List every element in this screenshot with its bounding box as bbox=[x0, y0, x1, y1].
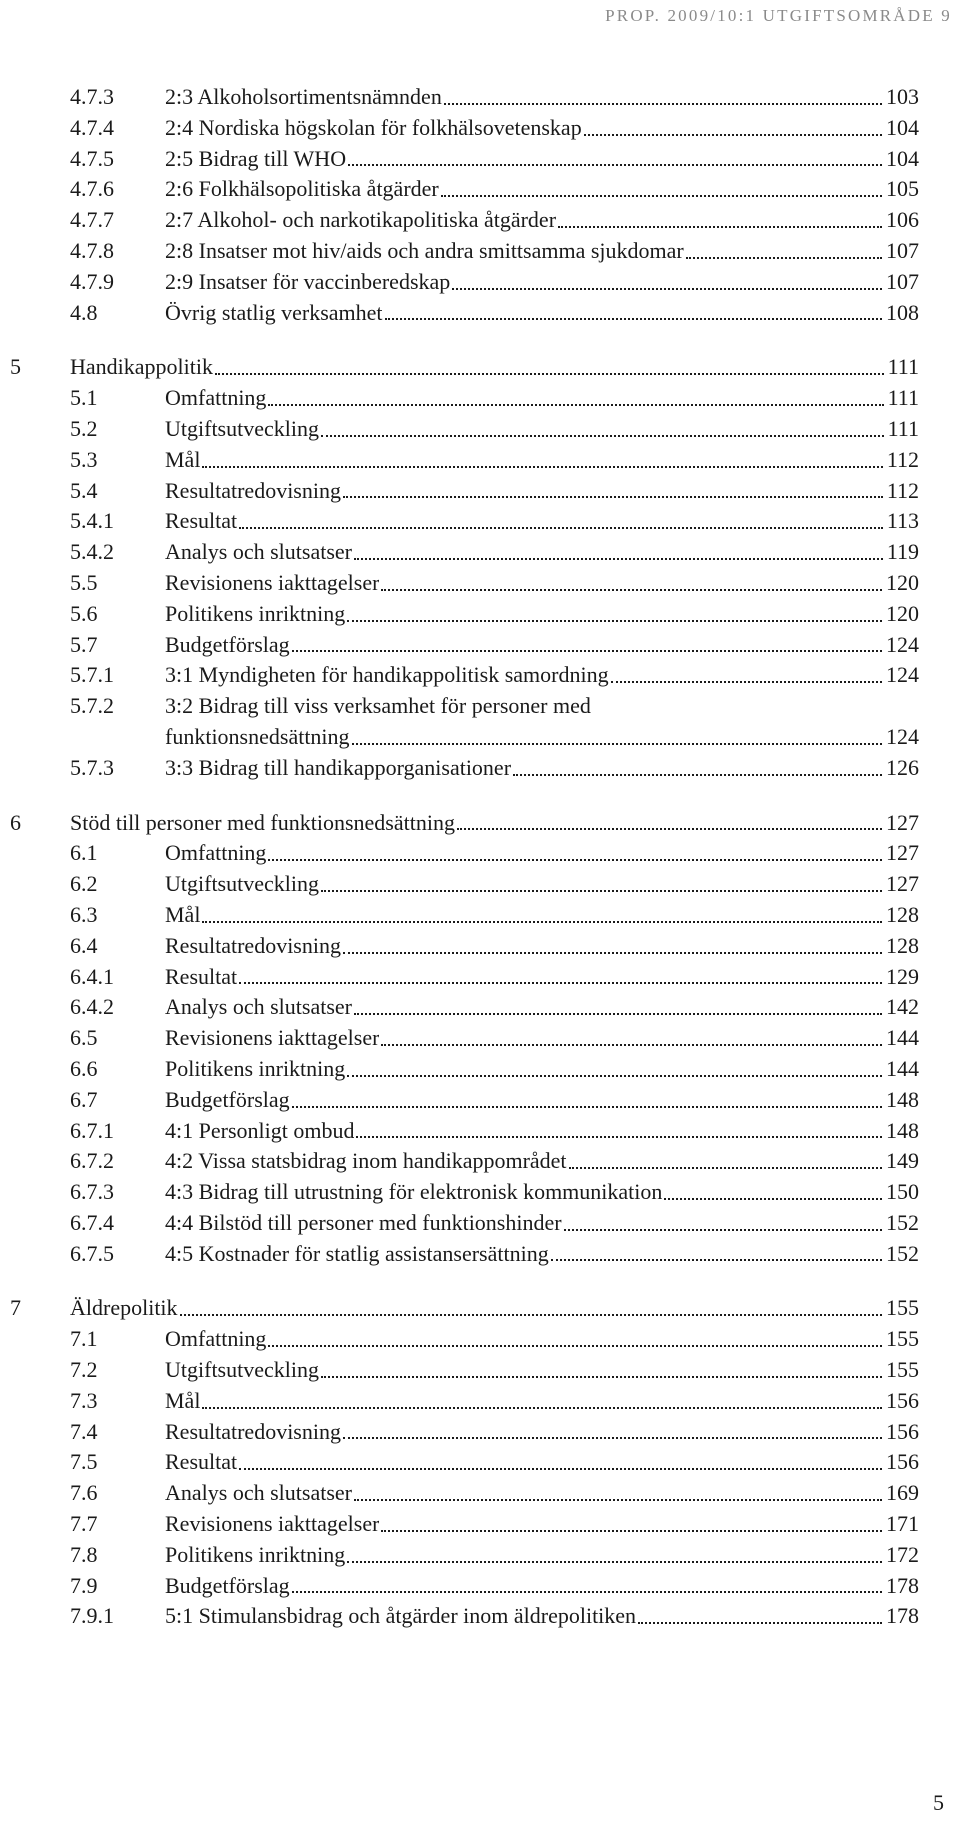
toc-entry-page: 124 bbox=[886, 662, 919, 688]
dot-leader bbox=[292, 1106, 882, 1108]
toc-entry-number: 5.1 bbox=[70, 385, 98, 411]
dot-leader bbox=[202, 466, 882, 468]
toc-entry-title: Äldrepolitik bbox=[70, 1295, 178, 1321]
toc-entry-page: 129 bbox=[886, 963, 919, 989]
toc-entry[interactable] bbox=[10, 1355, 919, 1386]
toc-entry-page: 107 bbox=[886, 268, 919, 294]
toc-entry-number: 6.7.2 bbox=[70, 1148, 114, 1174]
toc-entry-page: 128 bbox=[886, 932, 919, 958]
toc-entry-number: 7.7 bbox=[70, 1511, 98, 1537]
dot-leader bbox=[558, 226, 882, 228]
dot-leader bbox=[348, 164, 882, 166]
toc-entry-number: 7.3 bbox=[70, 1387, 98, 1413]
toc-entry-title: 2:7 Alkohol- och narkotikapolitiska åtgärder bbox=[165, 207, 557, 233]
toc-entry-title: 4:3 Bidrag till utrustning för elektronisk kommunikation bbox=[165, 1179, 663, 1205]
toc-entry-title: 2:8 Insatser mot hiv/aids och andra smittsamma sjukdomar bbox=[165, 237, 684, 263]
dot-leader bbox=[292, 1591, 882, 1593]
toc-entry[interactable] bbox=[10, 660, 919, 691]
toc-entry-page: 155 bbox=[886, 1357, 919, 1383]
toc-entry-title: Budgetförslag bbox=[165, 1572, 290, 1598]
toc-entry-title: Mål bbox=[165, 446, 201, 472]
toc-entry[interactable] bbox=[10, 1601, 919, 1632]
toc-entry-number: 6.7 bbox=[70, 1086, 98, 1112]
toc-entry[interactable] bbox=[10, 931, 919, 962]
dot-leader bbox=[664, 1198, 882, 1200]
toc-entry-number: 5.7.2 bbox=[70, 693, 114, 719]
dot-leader bbox=[268, 859, 882, 861]
toc-entry-title: Budgetförslag bbox=[165, 1086, 290, 1112]
toc-entry[interactable] bbox=[10, 1571, 919, 1602]
toc-entry-number: 5.3 bbox=[70, 446, 98, 472]
toc-entry-number: 4.7.6 bbox=[70, 176, 114, 202]
toc-entry[interactable] bbox=[10, 236, 919, 267]
toc-entry-number: 4.7.4 bbox=[70, 114, 114, 140]
toc-entry-number: 6 bbox=[10, 809, 21, 835]
toc-entry[interactable] bbox=[10, 1085, 919, 1116]
toc-entry-title: 5:1 Stimulansbidrag och åtgärder inom äldrepolitiken bbox=[165, 1603, 637, 1629]
toc-entry-number: 4.7.9 bbox=[70, 268, 114, 294]
dot-leader bbox=[215, 373, 884, 375]
toc-entry[interactable] bbox=[10, 82, 919, 113]
dot-leader bbox=[452, 288, 882, 290]
toc-entry-number: 4.7.3 bbox=[70, 84, 114, 109]
toc-entry-title: Övrig statlig verksamhet bbox=[165, 299, 383, 325]
toc-entry-title: Omfattning bbox=[165, 840, 267, 866]
toc-entry-title: Politikens inriktning bbox=[165, 1055, 346, 1081]
dot-leader bbox=[347, 1561, 882, 1563]
toc-entry-title: Politikens inriktning bbox=[165, 600, 346, 626]
toc-entry[interactable] bbox=[10, 568, 919, 599]
toc-entry[interactable] bbox=[10, 722, 919, 753]
toc-entry-page: 124 bbox=[886, 723, 919, 749]
toc-entry-title: 2:6 Folkhälsopolitiska åtgärder bbox=[165, 176, 439, 202]
toc-entry-title: Resultat bbox=[165, 508, 238, 534]
dot-leader bbox=[457, 828, 882, 830]
toc-entry[interactable] bbox=[10, 476, 919, 507]
toc-entry-page: 126 bbox=[886, 754, 919, 780]
toc-entry-number: 6.7.1 bbox=[70, 1117, 114, 1143]
toc-entry-page: 156 bbox=[886, 1449, 919, 1475]
running-header: PROP. 2009/10:1 UTGIFTSOMRÅDE 9 bbox=[605, 6, 952, 25]
toc-entry[interactable] bbox=[10, 992, 919, 1023]
toc-entry[interactable] bbox=[10, 900, 919, 931]
toc-entry-title: Revisionens iakttagelser bbox=[165, 1511, 380, 1537]
toc-entry-page: 111 bbox=[887, 415, 919, 441]
toc-entry-page: 150 bbox=[886, 1179, 919, 1205]
dot-leader bbox=[356, 1136, 882, 1138]
toc-entry[interactable] bbox=[10, 1324, 919, 1355]
toc-entry[interactable] bbox=[10, 352, 919, 383]
toc-entry-title: Handikappolitik bbox=[70, 354, 213, 380]
toc-entry[interactable] bbox=[10, 1509, 919, 1540]
toc-entry[interactable] bbox=[10, 537, 919, 568]
toc-entry-page: 178 bbox=[886, 1572, 919, 1598]
toc-entry-number: 5.2 bbox=[70, 415, 98, 441]
dot-leader bbox=[569, 1167, 882, 1169]
toc-entry-page: 120 bbox=[886, 600, 919, 626]
toc-entry-page: 155 bbox=[886, 1326, 919, 1352]
toc-entry-number: 6.4.2 bbox=[70, 994, 114, 1020]
toc-entry-number: 7.9 bbox=[70, 1572, 98, 1598]
toc-entry-page: 127 bbox=[886, 809, 919, 835]
toc-entry-number: 6.7.4 bbox=[70, 1209, 114, 1235]
toc-entry-number: 7.2 bbox=[70, 1357, 98, 1383]
dot-leader bbox=[385, 318, 882, 320]
toc-entry-number: 6.5 bbox=[70, 1025, 98, 1051]
toc-entry-title: Resultatredovisning bbox=[165, 932, 341, 958]
toc-entry[interactable] bbox=[10, 962, 919, 993]
toc-entry[interactable] bbox=[10, 753, 919, 784]
toc-entry-number: 5.4.1 bbox=[70, 508, 114, 534]
toc-entry-page: 152 bbox=[886, 1209, 919, 1235]
toc-entry-number: 7.4 bbox=[70, 1418, 98, 1444]
toc-entry-page: 107 bbox=[886, 237, 919, 263]
dot-leader bbox=[354, 1499, 882, 1501]
toc-entry-page: 149 bbox=[886, 1148, 919, 1174]
toc-entry[interactable] bbox=[10, 1023, 919, 1054]
toc-entry-title: Utgiftsutveckling bbox=[165, 1357, 319, 1383]
toc-entry-title: Resultatredovisning bbox=[165, 477, 341, 503]
toc-entry[interactable] bbox=[10, 838, 919, 869]
toc-entry[interactable] bbox=[10, 174, 919, 205]
toc-entry-title: 3:3 Bidrag till handikapporganisationer bbox=[165, 754, 512, 780]
dot-leader bbox=[584, 134, 882, 136]
dot-leader bbox=[638, 1622, 882, 1624]
toc-entry-title: Revisionens iakttagelser bbox=[165, 1025, 380, 1051]
dot-leader bbox=[347, 620, 882, 622]
dot-leader bbox=[347, 1075, 882, 1077]
dot-leader bbox=[202, 921, 882, 923]
toc-entry-number: 6.3 bbox=[70, 901, 98, 927]
toc-entry-page: 144 bbox=[886, 1025, 919, 1051]
dot-leader bbox=[343, 952, 882, 954]
toc-entry-title: 4:2 Vissa statsbidrag inom handikappområdet bbox=[165, 1148, 567, 1174]
toc-entry-title: 3:1 Myndigheten för handikappolitisk samordning bbox=[165, 662, 609, 688]
dot-leader bbox=[441, 195, 882, 197]
toc-entry-title: funktionsnedsättning bbox=[165, 723, 350, 749]
toc-entry-page: 111 bbox=[887, 385, 919, 411]
toc-entry[interactable] bbox=[10, 1239, 919, 1270]
dot-leader bbox=[354, 1013, 882, 1015]
toc-entry-page: 127 bbox=[886, 840, 919, 866]
toc-entry[interactable] bbox=[10, 691, 919, 722]
dot-leader bbox=[551, 1259, 882, 1261]
toc-entry[interactable] bbox=[10, 298, 919, 329]
toc-entry-number: 7 bbox=[10, 1295, 21, 1321]
dot-leader bbox=[381, 1044, 882, 1046]
toc-entry[interactable] bbox=[10, 1177, 919, 1208]
toc-entry[interactable] bbox=[10, 383, 919, 414]
dot-leader bbox=[381, 1530, 882, 1532]
toc-entry-page: 111 bbox=[887, 354, 919, 380]
toc-entry-title: Mål bbox=[165, 901, 201, 927]
toc-entry[interactable] bbox=[10, 1208, 919, 1239]
toc-entry-title: 2:5 Bidrag till WHO bbox=[165, 145, 347, 171]
toc-entry-number: 5.7.3 bbox=[70, 754, 114, 780]
toc-entry-title: Resultat bbox=[165, 1449, 238, 1475]
dot-leader bbox=[239, 982, 882, 984]
toc-entry-title: 3:2 Bidrag till viss verksamhet för personer med bbox=[165, 693, 591, 719]
toc-entry-title: 4:5 Kostnader för statlig assistansersättning bbox=[165, 1240, 549, 1266]
toc-entry-page: 105 bbox=[886, 176, 919, 202]
toc-entry-page: 106 bbox=[886, 207, 919, 233]
toc-entry-title: Revisionens iakttagelser bbox=[165, 569, 380, 595]
page-number: 5 bbox=[933, 1790, 944, 1815]
toc-entry-page: 113 bbox=[886, 508, 919, 534]
toc-entry-page: 104 bbox=[886, 145, 919, 171]
dot-leader bbox=[268, 1345, 882, 1347]
dot-leader bbox=[381, 589, 882, 591]
toc-entry[interactable] bbox=[10, 1386, 919, 1417]
toc-entry-page: 156 bbox=[886, 1418, 919, 1444]
toc-entry[interactable] bbox=[10, 144, 919, 175]
toc-entry-page: 152 bbox=[886, 1240, 919, 1266]
toc-entry[interactable] bbox=[10, 113, 919, 144]
dot-leader bbox=[444, 103, 882, 105]
toc-entry-number: 7.9.1 bbox=[70, 1603, 114, 1629]
toc-entry[interactable] bbox=[10, 808, 919, 839]
toc-entry-number: 7.1 bbox=[70, 1326, 98, 1352]
toc-entry-title: 4:1 Personligt ombud bbox=[165, 1117, 355, 1143]
dot-leader bbox=[268, 404, 883, 406]
dot-leader bbox=[611, 681, 882, 683]
toc-entry[interactable] bbox=[10, 1293, 919, 1324]
toc-entry-title: Utgiftsutveckling bbox=[165, 415, 319, 441]
dot-leader bbox=[686, 257, 882, 259]
toc-entry-page: 112 bbox=[886, 477, 919, 503]
toc-entry-number: 6.4 bbox=[70, 932, 98, 958]
section-spacer bbox=[10, 328, 919, 352]
toc-entry[interactable] bbox=[10, 205, 919, 236]
toc-entry-page: 103 bbox=[886, 84, 919, 109]
toc-entry-page: 127 bbox=[886, 871, 919, 897]
toc-entry-title: Utgiftsutveckling bbox=[165, 871, 319, 897]
toc-entry-title: Omfattning bbox=[165, 1326, 267, 1352]
toc-entry-number: 4.8 bbox=[70, 299, 98, 325]
toc-entry-number: 4.7.7 bbox=[70, 207, 114, 233]
toc-entry[interactable] bbox=[10, 1054, 919, 1085]
toc-entry-title: 2:9 Insatser för vaccinberedskap bbox=[165, 268, 451, 294]
toc-entry-number: 4.7.8 bbox=[70, 237, 114, 263]
table-of-contents bbox=[10, 82, 919, 1632]
dot-leader bbox=[513, 774, 882, 776]
toc-entry-number: 5.4 bbox=[70, 477, 98, 503]
dot-leader bbox=[239, 1468, 882, 1470]
toc-entry-title: 2:4 Nordiska högskolan för folkhälsovetenskap bbox=[165, 114, 582, 140]
toc-entry-page: 148 bbox=[886, 1086, 919, 1112]
dot-leader bbox=[321, 890, 882, 892]
toc-entry[interactable] bbox=[10, 599, 919, 630]
toc-entry-number: 6.4.1 bbox=[70, 963, 114, 989]
toc-entry[interactable] bbox=[10, 869, 919, 900]
toc-entry-number: 6.2 bbox=[70, 871, 98, 897]
toc-entry-number: 5.6 bbox=[70, 600, 98, 626]
toc-entry[interactable] bbox=[10, 1478, 919, 1509]
toc-entry-number: 7.6 bbox=[70, 1480, 98, 1506]
dot-leader bbox=[180, 1314, 882, 1316]
toc-entry-page: 148 bbox=[886, 1117, 919, 1143]
toc-entry-title: Omfattning bbox=[165, 385, 267, 411]
toc-entry-page: 171 bbox=[886, 1511, 919, 1537]
toc-entry-page: 108 bbox=[886, 299, 919, 325]
toc-entry-number: 6.7.5 bbox=[70, 1240, 114, 1266]
toc-entry[interactable] bbox=[10, 1146, 919, 1177]
toc-entry-number: 5.4.2 bbox=[70, 539, 114, 565]
toc-entry-number: 5.7 bbox=[70, 631, 98, 657]
toc-entry-number: 5.5 bbox=[70, 569, 98, 595]
toc-entry[interactable] bbox=[10, 1447, 919, 1478]
dot-leader bbox=[321, 1376, 882, 1378]
toc-entry-title: Analys och slutsatser bbox=[165, 994, 352, 1020]
toc-entry-title: Analys och slutsatser bbox=[165, 539, 352, 565]
toc-entry-page: 124 bbox=[886, 631, 919, 657]
toc-entry[interactable] bbox=[10, 267, 919, 298]
toc-entry-page: 120 bbox=[886, 569, 919, 595]
dot-leader bbox=[343, 496, 883, 498]
toc-entry-page: 119 bbox=[886, 539, 919, 565]
dot-leader bbox=[352, 743, 882, 745]
toc-entry-page: 142 bbox=[886, 994, 919, 1020]
toc-entry[interactable] bbox=[10, 1417, 919, 1448]
toc-entry-title: Budgetförslag bbox=[165, 631, 290, 657]
dot-leader bbox=[292, 650, 882, 652]
section-spacer bbox=[10, 784, 919, 808]
toc-entry-number: 4.7.5 bbox=[70, 145, 114, 171]
section-spacer bbox=[10, 1269, 919, 1293]
toc-entry-page: 155 bbox=[886, 1295, 919, 1321]
dot-leader bbox=[239, 527, 883, 529]
toc-entry-title: 2:3 Alkoholsortimentsnämnden bbox=[165, 84, 442, 109]
dot-leader bbox=[564, 1229, 882, 1231]
toc-entry-title: Resultatredovisning bbox=[165, 1418, 341, 1444]
toc-entry-page: 144 bbox=[886, 1055, 919, 1081]
toc-entry-page: 169 bbox=[886, 1480, 919, 1506]
toc-entry[interactable] bbox=[10, 1116, 919, 1147]
toc-entry-page: 112 bbox=[886, 446, 919, 472]
toc-entry[interactable] bbox=[10, 1540, 919, 1571]
dot-leader bbox=[343, 1437, 882, 1439]
toc-entry-title: Politikens inriktning bbox=[165, 1541, 346, 1567]
toc-entry-number: 5 bbox=[10, 354, 21, 380]
dot-leader bbox=[354, 558, 883, 560]
dot-leader bbox=[202, 1407, 882, 1409]
toc-entry-number: 5.7.1 bbox=[70, 662, 114, 688]
toc-entry-number: 6.7.3 bbox=[70, 1179, 114, 1205]
toc-entry-title: Analys och slutsatser bbox=[165, 1480, 352, 1506]
dot-leader bbox=[321, 435, 884, 437]
toc-entry-number: 6.1 bbox=[70, 840, 98, 866]
toc-entry[interactable] bbox=[10, 445, 919, 476]
toc-entry-page: 178 bbox=[886, 1603, 919, 1629]
toc-entry[interactable] bbox=[10, 630, 919, 661]
toc-entry[interactable] bbox=[10, 506, 919, 537]
toc-entry-page: 172 bbox=[886, 1541, 919, 1567]
toc-entry-title: 4:4 Bilstöd till personer med funktionshinder bbox=[165, 1209, 562, 1235]
toc-entry-page: 104 bbox=[886, 114, 919, 140]
toc-entry-number: 6.6 bbox=[70, 1055, 98, 1081]
toc-entry-title: Stöd till personer med funktionsnedsättning bbox=[70, 809, 455, 835]
toc-entry-number: 7.5 bbox=[70, 1449, 98, 1475]
toc-entry[interactable] bbox=[10, 414, 919, 445]
toc-entry-page: 156 bbox=[886, 1387, 919, 1413]
toc-entry-number: 7.8 bbox=[70, 1541, 98, 1567]
toc-entry-page: 128 bbox=[886, 901, 919, 927]
toc-entry-title: Mål bbox=[165, 1387, 201, 1413]
toc-entry-title: Resultat bbox=[165, 963, 238, 989]
